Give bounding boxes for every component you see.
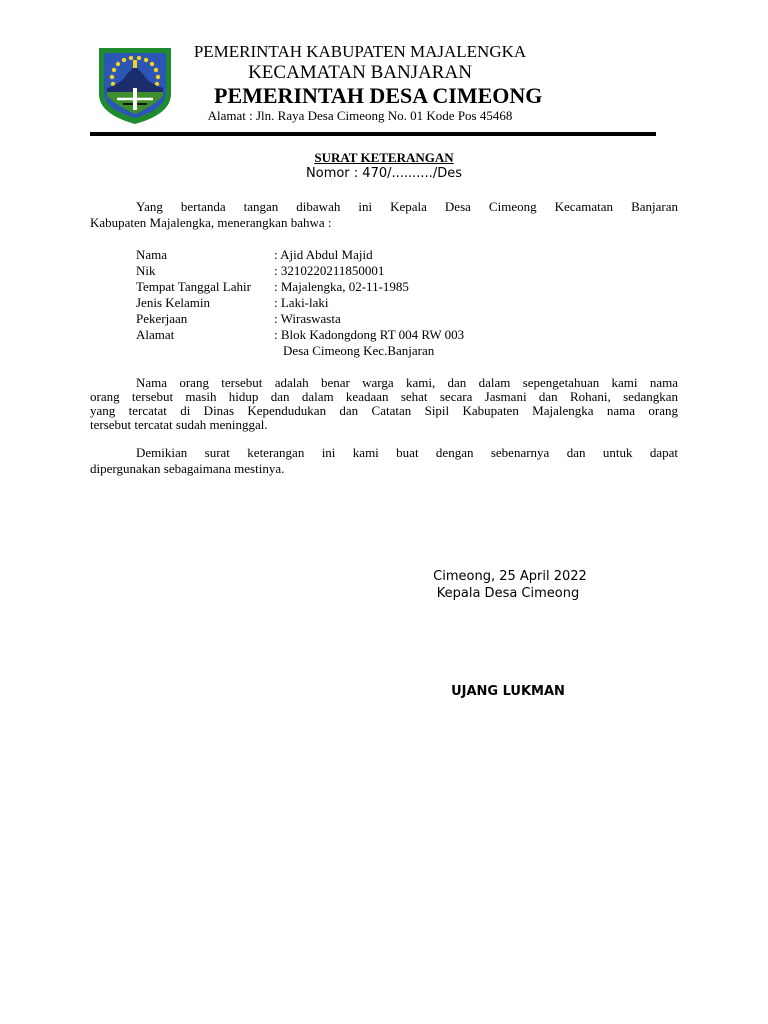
- intro-line-1: Yang bertanda tangan dibawah ini Kepala Desa Cimeong Kecamatan Banjaran: [136, 199, 678, 214]
- field-value-gender: : Laki-laki: [274, 295, 329, 310]
- body-line-4: tersebut tercatat sudah meninggal.: [90, 417, 268, 432]
- signature-position: Kepala Desa Cimeong: [436, 586, 580, 601]
- intro-line-2: Kabupaten Majalengka, menerangkan bahwa :: [90, 215, 332, 230]
- field-value-nik: : 3210220211850001: [274, 263, 385, 278]
- signature-name: UJANG LUKMAN: [451, 684, 565, 699]
- closing-line-2: dipergunakan sebagaimana mestinya.: [90, 461, 285, 476]
- field-value-birth: : Majalengka, 02-11-1985: [274, 279, 409, 294]
- field-label-birth: Tempat Tanggal Lahir: [136, 279, 251, 294]
- body-line-3: yang tercatat di Dinas Kependudukan dan Catatan Sipil Kabupaten Majalengka nama orang: [90, 403, 678, 418]
- field-label-address: Alamat: [136, 327, 175, 342]
- header-divider: [90, 132, 656, 136]
- signature-place-date: Cimeong, 25 April 2022: [433, 569, 587, 584]
- field-label-name: Nama: [136, 247, 168, 262]
- letter-title: SURAT KETERANGAN: [314, 150, 454, 165]
- header-line-district: KECAMATAN BANJARAN: [248, 62, 472, 83]
- body-line-1: Nama orang tersebut adalah benar warga kami, dan dalam sepengetahuan kami nama: [136, 375, 678, 390]
- letter-number: Nomor : 470/........../Des: [306, 166, 462, 181]
- field-label-gender: Jenis Kelamin: [136, 295, 211, 310]
- field-value-name: : Ajid Abdul Majid: [274, 247, 373, 262]
- header-line-regency: PEMERINTAH KABUPATEN MAJALENGKA: [193, 42, 527, 61]
- body-line-2: orang tersebut masih hidup dan dalam keadaan sehat secara Jasmani dan Rohani, sedangkan: [90, 389, 678, 404]
- field-label-nik: Nik: [136, 263, 156, 278]
- field-label-occupation: Pekerjaan: [136, 311, 188, 326]
- field-value-address: : Blok Kadongdong RT 004 RW 003: [274, 327, 465, 342]
- field-value-address-cont: Desa Cimeong Kec.Banjaran: [283, 343, 435, 358]
- field-value-occupation: : Wiraswasta: [274, 311, 341, 326]
- header-line-village: PEMERINTAH DESA CIMEONG: [214, 83, 543, 108]
- closing-line-1: Demikian surat keterangan ini kami buat dengan sebenarnya dan untuk dapat: [136, 445, 678, 460]
- header-address: Alamat : Jln. Raya Desa Cimeong No. 01 Kode Pos 45468: [207, 108, 513, 123]
